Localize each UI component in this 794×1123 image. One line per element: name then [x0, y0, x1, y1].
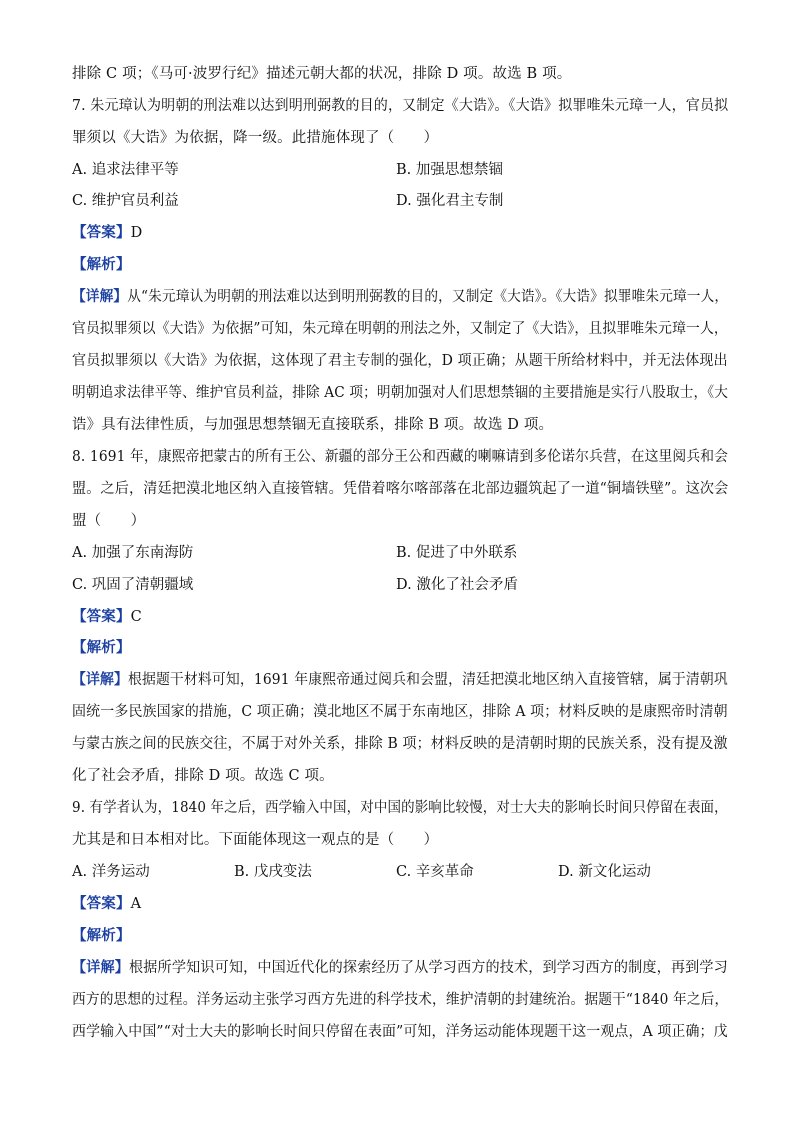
question-9-detail-line: 西方的思想的过程。洋务运动主张学习西方先进的科学技术，维护清朝的封建统治。据题干“1840 年之后， [72, 992, 729, 1008]
question-9-option-c: C. 辛亥革命 [396, 864, 474, 880]
question-7-analysis-heading [72, 255, 728, 275]
answer-tag: 【答案】 [72, 895, 131, 912]
question-7-detail-line: 诰》具有法律性质，与加强思想禁锢无直接联系，排除 B 项。故选 D 项。 [72, 417, 554, 433]
question-8-detail-line: 与蒙古族之间的民族交往，不属于对外关系，排除 B 项；材料反映的是清朝时期的民族关系，没有提及激 [72, 736, 728, 752]
question-7-stem: 7. 朱元璋认为明朝的刑法难以达到明刑弼教的目的，又制定《大诰》。《大诰》拟罪唯朱元璋一人，官员拟 [72, 98, 729, 114]
question-9-option-a: A. 洋务运动 [72, 864, 150, 880]
answer-tag: 【答案】 [72, 608, 131, 625]
detail-tag: 【详解】 [72, 671, 128, 688]
question-9-detail-line: 西学输入中国”“对士大夫的影响长时间只停留在表面”可知，洋务运动能体现题干这一观点，A 项正确；戊 [72, 1024, 728, 1040]
question-7-answer [72, 223, 728, 243]
answer-value: C [130, 609, 142, 625]
analysis-tag: 【解析】 [72, 639, 131, 656]
question-8-detail-line: 化了社会矛盾，排除 D 项。故选 C 项。 [72, 768, 334, 784]
question-7-option-c: C. 维护官员利益 [72, 193, 179, 209]
question-8-stem-cont: 盟。之后，清廷把漠北地区纳入直接管辖。凭借着喀尔喀部落在北部边疆筑起了一道“铜墙铁壁”。这次会 [72, 481, 729, 497]
question-7-stem-cont: 罪须以《大诰》为依据，降一级。此措施体现了（ ） [72, 130, 439, 146]
text-line: 排除 C 项；《马可·波罗行纪》描述元朝大都的状况，排除 D 项。故选 B 项。 [72, 66, 572, 82]
question-8-detail-line [72, 670, 728, 690]
answer-tag: 【答案】 [72, 224, 131, 241]
question-9-stem: 9. 有学者认为，1840 年之后，西学输入中国，对中国的影响比较慢，对士大夫的影响长时间只停留在表面， [72, 800, 728, 816]
question-8-option-c: C. 巩固了清朝疆域 [72, 577, 194, 593]
question-9-option-d: D. 新文化运动 [558, 864, 651, 880]
question-8-analysis-heading [72, 638, 728, 658]
question-7-option-d: D. 强化君主专制 [396, 193, 504, 209]
question-7-detail-line: 官员拟罪须以《大诰》为依据，这体现了君主专制的强化，D 项正确；从题干所给材料中，并无法体现出 [72, 353, 728, 369]
detail-tag: 【详解】 [72, 959, 130, 976]
analysis-tag: 【解析】 [72, 927, 131, 944]
question-8-option-d: D. 激化了社会矛盾 [396, 577, 518, 593]
question-8-answer [72, 607, 728, 627]
question-7-option-b: B. 加强思想禁锢 [396, 162, 503, 178]
answer-value: D [130, 225, 143, 241]
question-7-detail-line: 官员拟罪须以《大诰》为依据”可知，朱元璋在明朝的刑法之外，又制定了《大诰》，且拟罪唯朱元璋一人， [72, 321, 728, 337]
detail-text: 根据题干材料可知，1691 年康熙帝通过阅兵和会盟，清廷把漠北地区纳入直接管辖，属于清朝巩 [127, 672, 728, 688]
detail-text: 从“朱元璋认为明朝的刑法难以达到明刑弼教的目的，又制定《大诰》。《大诰》拟罪唯朱元璋一人， [127, 289, 729, 305]
question-9-detail-line [72, 958, 728, 978]
question-8-detail-line: 固统一多民族国家的措施，C 项正确；漠北地区不属于东南地区，排除 A 项；材料反映的是康熙帝时清朝 [72, 704, 728, 720]
question-9-answer [72, 894, 728, 914]
question-7-option-a: A. 追求法律平等 [72, 162, 179, 178]
question-8-stem-cont: 盟（ ） [72, 513, 146, 529]
question-8-option-a: A. 加强了东南海防 [72, 545, 194, 561]
question-9-stem-cont: 尤其是和日本相对比。下面能体现这一观点的是（ ） [72, 832, 439, 848]
question-8-option-b: B. 促进了中外联系 [396, 545, 518, 561]
question-7-detail-line [72, 287, 729, 307]
detail-tag: 【详解】 [72, 288, 128, 305]
analysis-tag: 【解析】 [72, 256, 131, 273]
answer-value: A [130, 896, 142, 912]
question-8-stem: 8. 1691 年，康熙帝把蒙古的所有王公、新疆的部分王公和西藏的喇嘛请到多伦诺尔兵营，在这里阅兵和会 [72, 449, 729, 465]
detail-text: 根据所学知识可知，中国近代化的探索经历了从学习西方的技术，到学习西方的制度，再到学习 [129, 960, 728, 976]
question-7-detail-line: 明朝追求法律平等、维护官员利益，排除 AC 项；明朝加强对人们思想禁锢的主要措施是实行八股取士，《大 [72, 385, 729, 401]
question-9-option-b: B. 戊戌变法 [234, 864, 312, 880]
question-9-analysis-heading [72, 926, 728, 946]
